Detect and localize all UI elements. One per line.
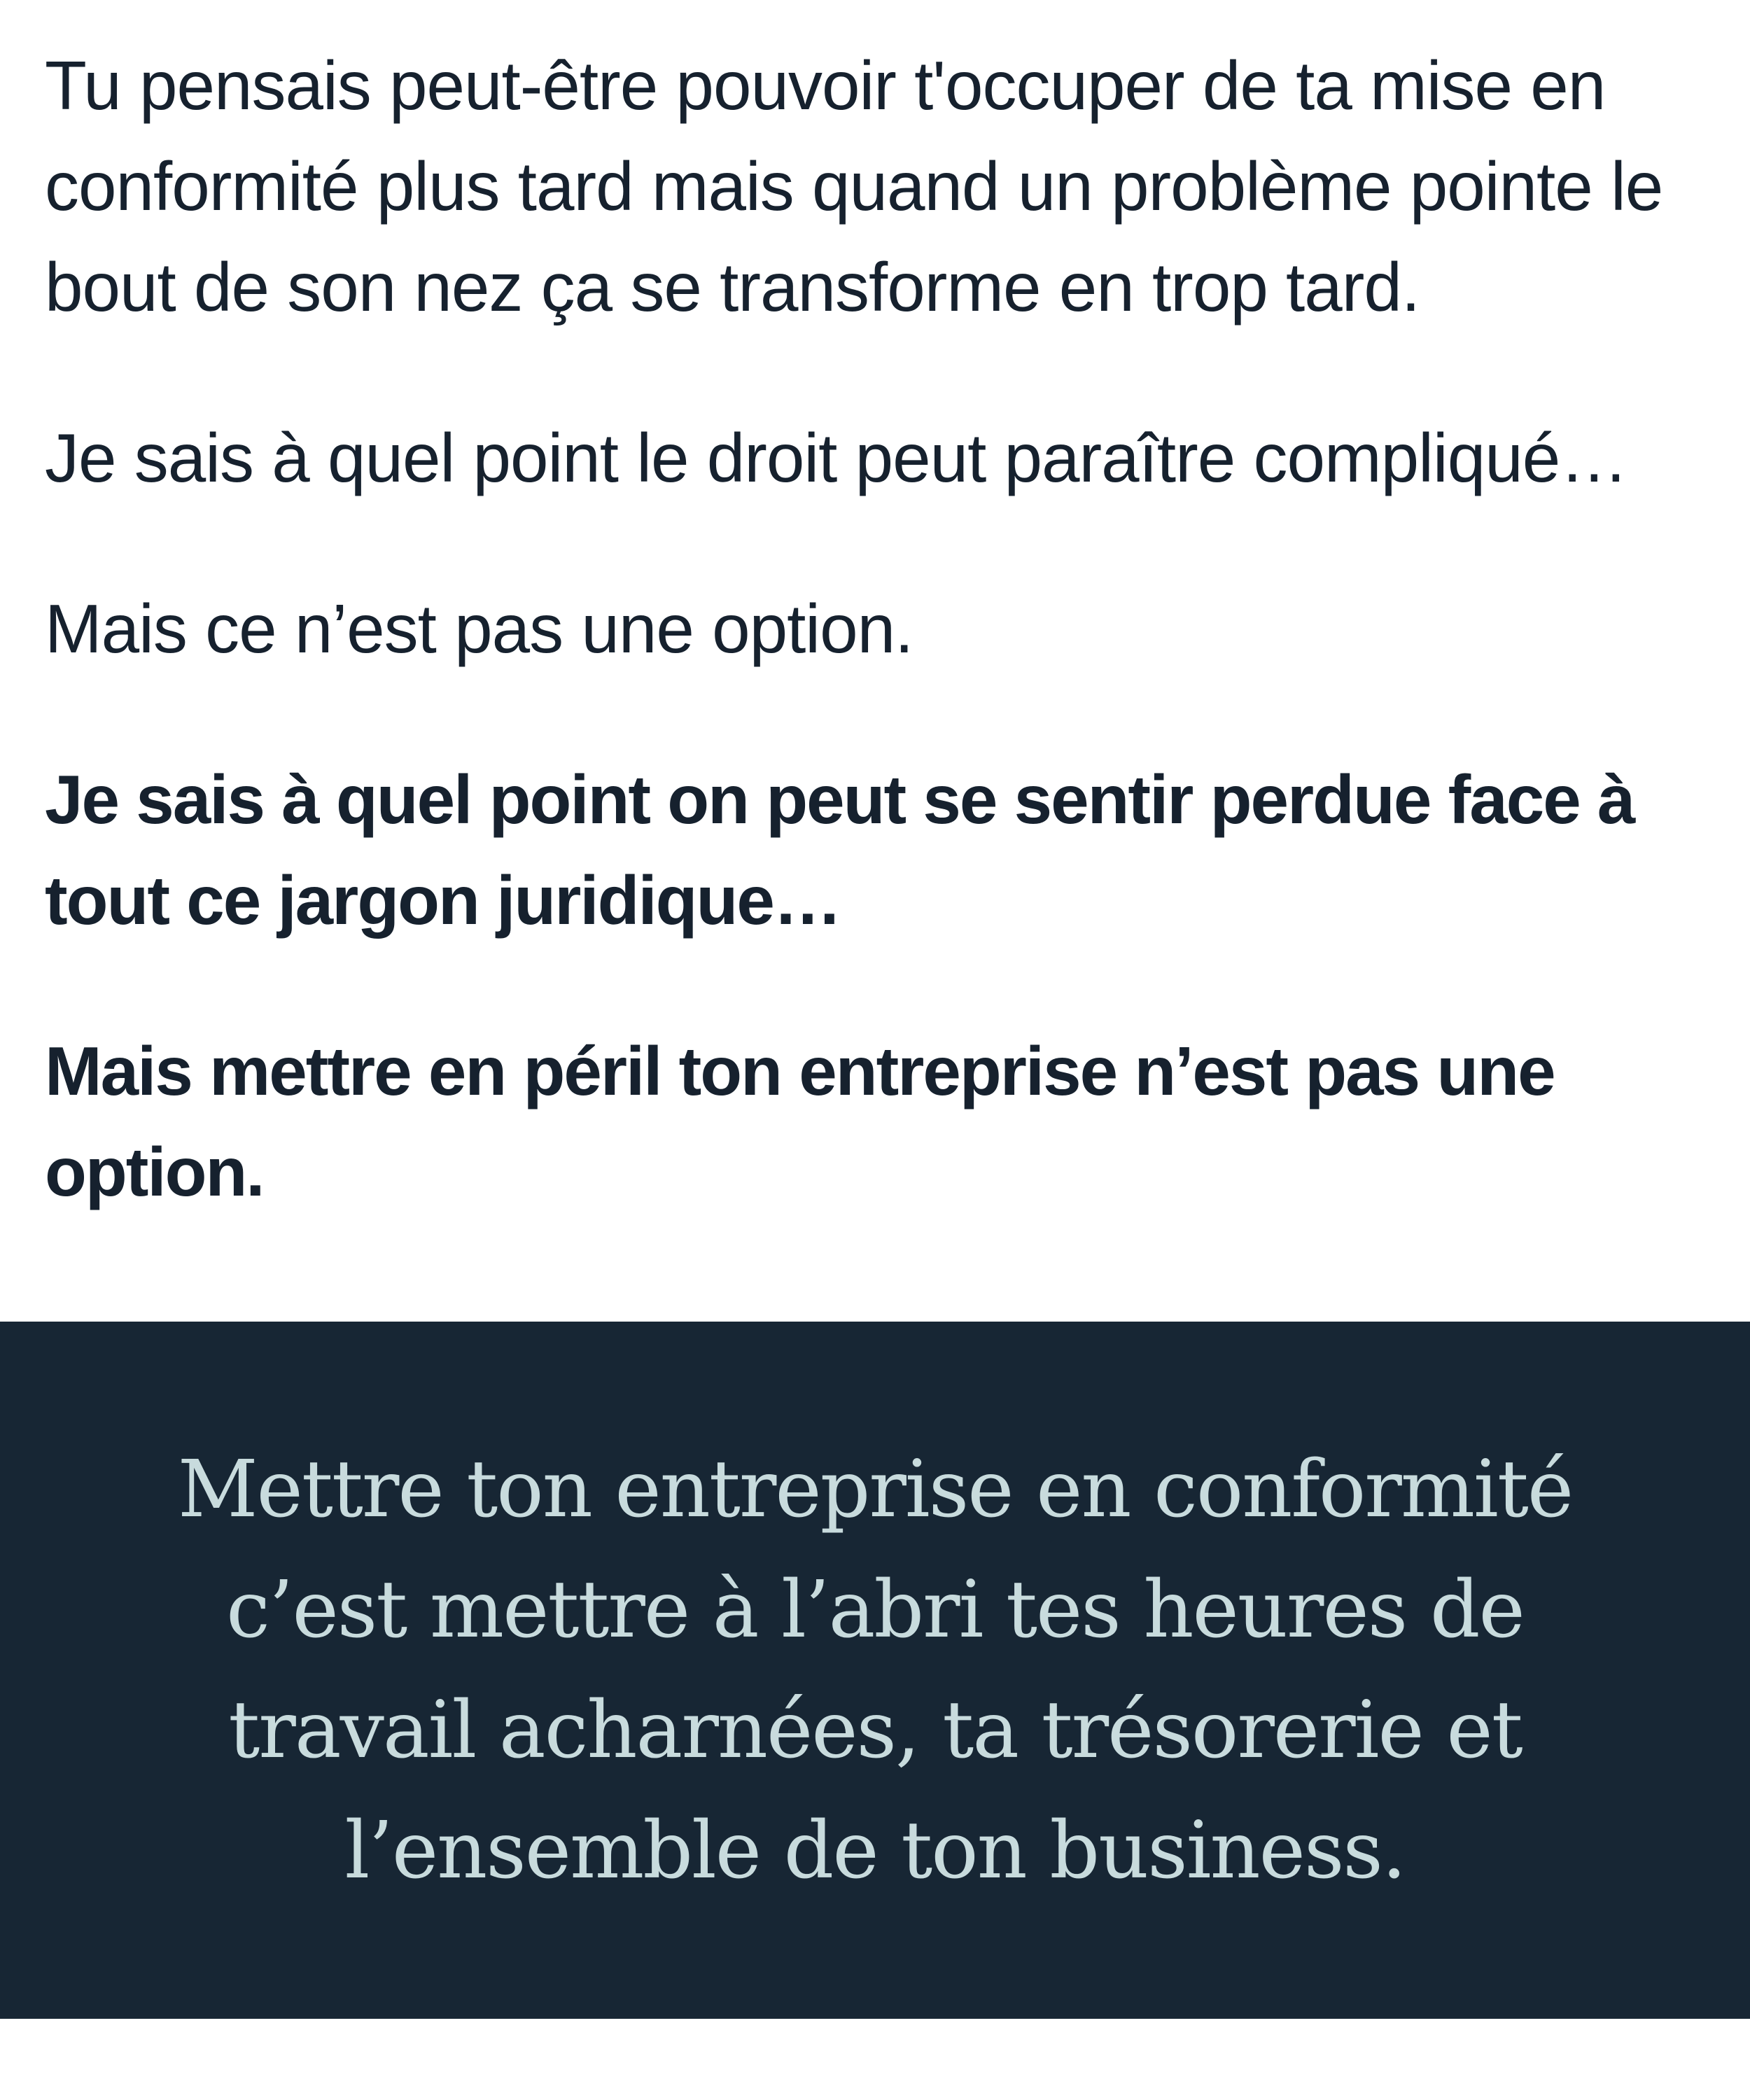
intro-text-section bbox=[45, 35, 1711, 1292]
paragraph-compliance-later: Tu pensais peut-être pouvoir t'occuper de ta mise en conformité plus tard mais quand un problème pointe le bout de son nez ça se transforme en trop tard. bbox=[45, 47, 1663, 326]
banner-quote: Mettre ton entreprise en conformité c’est mettre à l’abri tes heures de travail acharnées, ta trésorerie et l’ensemble de ton business. bbox=[177, 1444, 1573, 1896]
paragraph-law-complicated: Je sais à quel point le droit peut paraître compliqué… bbox=[45, 419, 1628, 496]
paragraph-not-an-option: Mais ce n’est pas une option. bbox=[45, 590, 913, 667]
paragraph-business-at-risk-bold: Mais mettre en péril ton entreprise n’est pas une option. bbox=[45, 1032, 1555, 1210]
highlight-banner bbox=[0, 1322, 1750, 2019]
paragraph-feeling-lost-bold: Je sais à quel point on peut se sentir perdue face à tout ce jargon juridique… bbox=[45, 761, 1634, 939]
